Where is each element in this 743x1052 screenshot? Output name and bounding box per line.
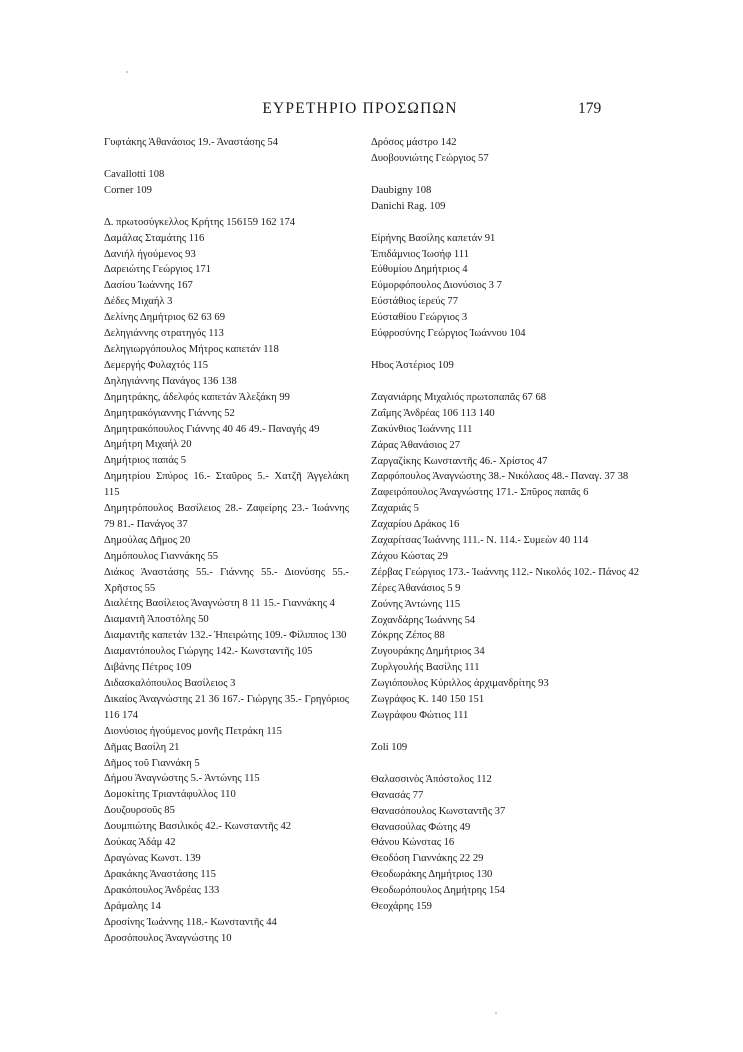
index-entry: Ζαρφόπουλος Άναγνώστης 38.- Νικόλαος 48.- Παναγ. 37 38 [371,471,629,483]
index-entry: Δημητράκης, άδελφός καπετάν Άλεξάκη 99 [104,391,290,403]
index-entry: Ζάχου Κώστας 29 [371,550,448,562]
index-entry: Δούκας Άδάμ 42 [104,837,176,849]
index-entry: Δημήτριος παπάς 5 [104,455,187,467]
index-entry: Διάκος Άναστάσης 55.- Γιάννης 55.- Διονύσης 55.- Χρῆστος 55 [104,566,349,594]
index-entry: Θεοδόση Γιαννάκης 22 29 [371,853,484,865]
index-entry: Ζέρβας Γεώργιος 173.- Ίωάννης 112.- Νικολός 102.- Πάνος 42 [371,566,639,578]
index-entry: Δελίνης Δημήτριος 62 63 69 [104,312,226,324]
scan-speck [495,1012,497,1014]
index-entry: Εύσταθίου Γεώργιος 3 [371,312,468,324]
section-gap [371,167,645,183]
section-gap [371,342,645,358]
index-entry: Δημητρακόπουλος Γιάννης 40 46 49.- Παναγής 49 [104,423,320,435]
index-entry: Ζακύνθιος Ίωάννης 111 [371,423,473,435]
index-entry: Θεοχάρης 159 [371,901,432,913]
scan-speck [126,71,128,73]
index-entry: Δημούλας Δῆμος 20 [104,534,191,546]
index-entry: Ζωγιόπουλος Κύριλλος άρχιμανδρίτης 93 [371,678,549,690]
index-entry: Ζαΐμης Άνδρέας 106 113 140 [371,407,495,419]
index-entry: Corner 109 [104,184,152,196]
index-entry: Ζαγανιάρης Μιχαλιός πρωτοπαπᾶς 67 68 [371,391,547,403]
section-gap [104,199,349,215]
index-entry: Δομοκίτης Τριαντάφυλλος 110 [104,789,236,801]
index-entry: Δημητρίου Σπύρος 16.- Σταῦρος 5.- Χατζῆ Άγγελάκη 115 [104,471,349,499]
index-entry: Δεληγιάννης στρατηγός 113 [104,328,224,340]
index-entry: Δημητρακόγιαννης Γιάννης 52 [104,407,235,419]
index-entry: Δροσίνης Ίωάννης 118.- Κωνσταντῆς 44 [104,916,277,928]
index-entry: Δῆμας Βασίλη 21 [104,741,180,753]
index-entry: Ζαχαρίου Δράκος 16 [371,519,460,531]
index-entry: Cavallotti 108 [104,168,165,180]
section-gap [371,724,645,740]
index-entry: Δουμπιώτης Βασιλικός 42.- Κωνσταντῆς 42 [104,821,292,833]
index-entry: Δεληγιωργόπουλος Μήτρος καπετάν 118 [104,343,279,355]
index-entry: Εύμορφόπουλος Διονύσιος 3 7 [371,280,502,292]
page-number: 179 [578,100,602,117]
index-entry: Θανασούλας Φώτης 49 [371,821,471,833]
index-entry: Δουζουρσοῦς 85 [104,805,175,817]
index-entry: Διαμαντῆς καπετάν 132.- Ήπειρώτης 109.- Φίλιππος 130 [104,630,347,642]
index-entry: Δημητρόπουλος Βασίλειος 28.- Ζαφείρης 23.- Ίωάννης 79 81.- Πανάγος 37 [104,503,349,530]
index-entry: Θεοδωρόπουλος Δημήτρης 154 [371,885,505,897]
index-entry: Ζωγράφος Κ. 140 150 151 [371,694,485,706]
index-entry: Εύστάθιος ίερεύς 77 [371,296,459,308]
section-gap [371,215,645,231]
index-entry: Εύφροσύνης Γεώργιος Ίωάννου 104 [371,328,526,340]
index-entry: Ζαχαριάς 5 [371,503,419,515]
index-entry: Δηληγιάννης Πανάγος 136 138 [104,375,237,387]
index-entry: Διαμαντόπουλος Γιώργης 142.- Κωνσταντῆς 105 [104,646,313,658]
index-entry: Ζαχαρίτσας Ίωάννης 111.- Ν. 114.- Συμεὼν 40 114 [371,535,589,547]
index-entry: Ζωγράφου Φώτιος 111 [371,710,469,721]
index-entry: Ζυρλγουλής Βασίλης 111 [371,662,480,674]
section-gap [371,374,645,390]
section-gap [104,151,349,167]
index-entry: Διβάνης Πέτρος 109 [104,662,192,674]
index-entry: Θάνου Κώνστας 16 [371,837,455,849]
index-entry: Ζόκρης Ζέπος 88 [371,630,445,642]
index-entry: Εύθυμίου Δημήτριος 4 [371,264,468,276]
index-entry: Διαμαντῆ Άποστόλης 50 [104,614,209,626]
index-entry: Θανασάς 77 [371,789,424,801]
index-entry: Δρόσος μάστρο 142 [371,137,457,148]
index-entry: Δρακόπουλος Άνδρέας 133 [104,884,220,896]
index-entry: Θεοδωράκης Δημήτριος 130 [371,869,493,881]
index-entry: Δεμεργής Φυλαχτός 115 [104,359,209,371]
index-entry: Θανασόπουλος Κωνσταντῆς 37 [371,805,506,817]
index-entry: Ζάρας Άθανάσιος 27 [371,439,461,451]
index-entry: Δ. πρωτοσύγκελλος Κρήτης 156159 162 174 [104,216,296,228]
index-entry: Ηbος Άστέριος 109 [371,359,454,371]
index-entry: Δήμου Άναγνώστης 5.- Άντώνης 115 [104,773,260,785]
index-entry: Δαμάλας Σταμάτης 116 [104,232,205,244]
index-entry: Δῆμος τοῦ Γιαννάκη 5 [104,757,200,769]
index-entry: Δανιήλ ήγούμενος 93 [104,248,196,260]
index-entry: Διδασκαλόπουλος Βασίλειος 3 [104,678,236,689]
index-entry: Έπιδάμνιος Ίωσήφ 111 [371,248,469,260]
index-entry: Δυοβουνιώτης Γεώργιος 57 [371,152,489,164]
index-entry: Ζυγουράκης Δημήτριος 34 [371,646,485,658]
index-entry: Δρακάκης Άναστάσης 115 [104,868,216,880]
index-entry: Ζοχανδάρης Ίωάννης 54 [371,614,476,626]
section-gap [371,756,645,772]
index-entry: Δέδες Μιχαήλ 3 [104,296,173,308]
index-entry: Ζαφειρόπουλος Άναγνώστης 171.- Σπῦρος παπᾶς 6 [371,487,589,499]
running-header-title: ΕΥΡΕΤΗΡΙΟ ΠΡΟΣΩΠΩΝ [262,100,458,117]
index-entry: Δραγώνας Κωνστ. 139 [104,852,201,864]
index-entry: Διαλέτης Βασίλειος Άναγνώστη 8 11 15.- Γιαννάκης 4 [104,598,335,610]
index-entry: Δασίου Ίωάννης 167 [104,280,193,292]
index-entry: Θαλασσινὸς Άπόστολος 112 [371,773,492,785]
index-entry: Zoli 109 [371,741,408,753]
index-entry: Δράμαλης 14 [104,900,161,912]
index-entry: Δημόπουλος Γιαννάκης 55 [104,550,219,562]
index-entry: Δροσόπουλος Άναγνώστης 10 [104,932,232,944]
index-entry: Ζαργαζίκης Κωνσταντῆς 46.- Χρίστος 47 [371,455,548,467]
index-entry: Είρήνης Βασίλης καπετάν 91 [371,232,496,244]
index-entry: Διονύσιος ήγούμενος μονῆς Πετράκη 115 [104,725,282,737]
index-column-right [371,135,645,915]
index-entry: Danichi Rag. 109 [371,200,446,212]
index-entry: Δαρειώτης Γεώργιος 171 [104,264,211,276]
index-entry: Γυφτάκης Άθανάσιος 19.- Άναστάσης 54 [104,137,278,148]
index-entry: Δημήτρη Μιχαήλ 20 [104,439,192,451]
index-entry: Ζέρες Άθανάσιος 5 9 [371,582,461,594]
index-entry: Δικαίος Άναγνώστης 21 36 167.- Γιώργης 35.- Γρηγόριος 116 174 [104,693,349,721]
index-entry: Daubigny 108 [371,184,432,196]
index-column-left [104,135,349,946]
index-entry: Ζούνης Άντώνης 115 [371,598,461,610]
